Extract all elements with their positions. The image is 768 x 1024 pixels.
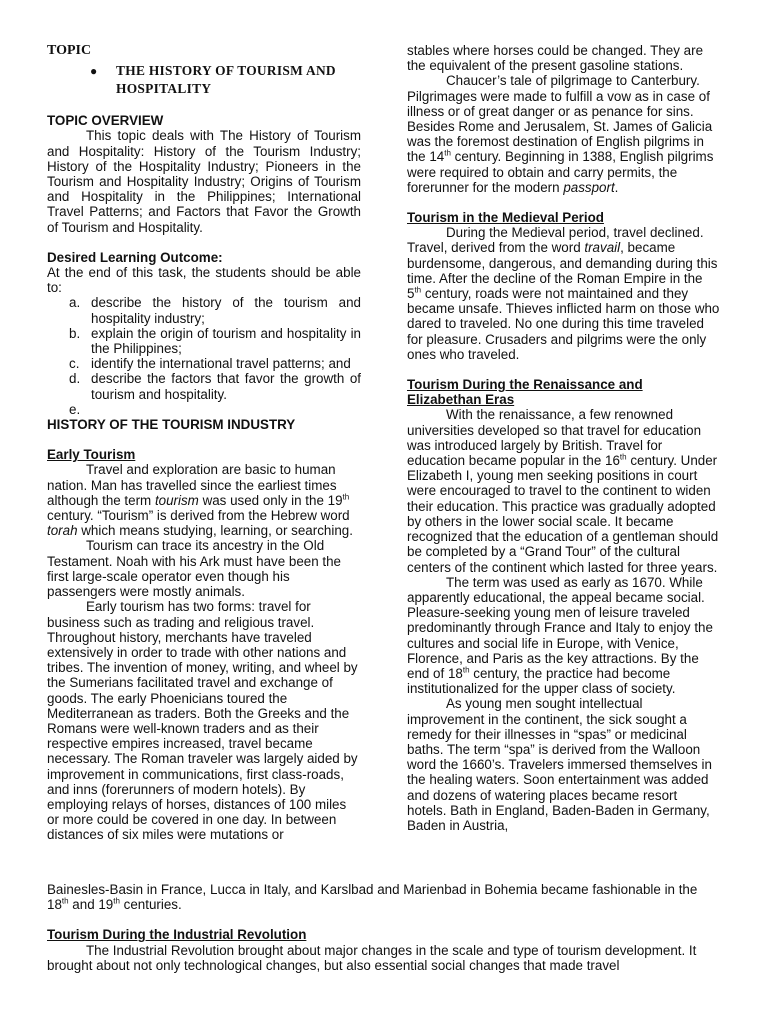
outcome-item — [47, 295, 361, 325]
topic-title-line1: THE HISTORY OF TOURISM AND — [116, 63, 336, 79]
outcome-item — [47, 402, 361, 417]
left-column — [47, 43, 361, 843]
outcome-item — [47, 326, 361, 356]
outcome-item — [47, 356, 361, 371]
medieval-paragraph: During the Medieval period, travel declined. Travel, derived from the word travail, became burdensome, dangerous, and demanding during this time. After the decline of the Roman Empire in the 5th century, roads were not maintained and they became unsafe. Thieves inflicted harm on those who dared to traveled. No one during this time traveled for pleasure. Crusaders and pilgrims were the only ones who traveled. — [407, 225, 720, 362]
right-column — [407, 43, 720, 833]
stables-paragraph: stables where horses could be changed. They are the equivalent of the present gasoline stations. — [407, 43, 704, 74]
outcome-text — [91, 402, 361, 417]
outcome-text: describe the factors that favor the growth of tourism and hospitality. — [91, 371, 361, 402]
industrial-heading: Tourism During the Industrial Revolution — [47, 927, 307, 943]
overview-heading: TOPIC OVERVIEW — [47, 113, 164, 129]
outcome-marker: e. — [69, 401, 81, 417]
outcome-marker: c. — [69, 356, 80, 372]
outcome-list — [47, 295, 361, 417]
renaissance-heading: Tourism During the Renaissance and Elizabethan Eras — [407, 377, 643, 408]
outcome-text: explain the origin of tourism and hospitality in the Philippines; — [91, 325, 361, 357]
overview-text: This topic deals with The History of Tourism and Hospitality: History of the Tourism Industry; History of the Hospitality Industry; Pioneers in the Tourism and Hospitality Industry; Origins of Tourism and Hospitality in the Philippines; International Travel Patterns; and Factors that Favor the Growth of Tourism and Hospitality. — [47, 128, 361, 235]
outcome-marker: a. — [69, 295, 81, 311]
pilgrimage-paragraph: Chaucer’s tale of pilgrimage to Canterbury. Pilgrimages were made to fulfill a vow as in case of illness or of great danger or as penance for sins. Besides Rome and Jerusalem, St. James of Galicia was the foremost destination of English pilgrims in the 14th century. Beginning in 1388, English pilgrims were required to obtain and carry permits, the forerunner for the modern passport. — [407, 73, 714, 195]
outcome-marker: b. — [69, 325, 81, 341]
topic-title-row — [47, 62, 361, 98]
topic-title-line2: HOSPITALITY — [116, 81, 212, 97]
renaissance-paragraph-2: The term was used as early as 1670. While apparently educational, the appeal became social. Pleasure-seeking young men of leisure traveled predominantly through France and Italy to enjoy the cultures and social life in Europe, with Venice, Florence, and Paris as the key attractions. By the end of 18th century, the practice had become institutionalized for the upper class of society. — [407, 574, 713, 697]
full-width-section — [47, 882, 720, 973]
medieval-heading: Tourism in the Medieval Period — [407, 210, 604, 226]
early-tourism-paragraph-2: Tourism can trace its ancestry in the Old Testament. Noah with his Ark must have been the first large-scale operator even though his passengers were mostly animals. — [47, 538, 342, 600]
topic-title — [116, 62, 336, 98]
renaissance-paragraph-1: With the renaissance, a few renowned universities developed so that travel for education was introduced largely by British. Travel for education became popular in the 16th century. Under Elizabeth I, young men seeking positions in court were encouraged to travel to the continent to widen their education. This practice was gradually adopted by others in the lower social scale. It became recognized that the education of a gentleman should be completed by a “Grand Tour” of the cultural centers of the continent which lasted for three years. — [407, 407, 719, 575]
outcome-text: identify the international travel patterns; and — [91, 356, 351, 372]
spa-continuation: Bainesles-Basin in France, Lucca in Italy, and Karslbad and Marienbad in Bohemia became fashionable in the 18th and 19th centuries. — [47, 882, 698, 913]
spa-paragraph: As young men sought intellectual improvement in the continent, the sick sought a remedy for their illnesses in “spas” or medicinal baths. The term “spa” is derived from the Walloon word the 1660’s. Travelers immersed themselves in the healing waters. Soon entertainment was added and dozens of watering places became resort hotels. Bath in England, Baden-Baden in Germany, Baden in Austria, — [407, 696, 712, 833]
industrial-paragraph: The Industrial Revolution brought about major changes in the scale and type of tourism development. It brought about not only technological changes, but also essential social changes that made travel — [47, 942, 697, 973]
early-tourism-paragraph-1: Travel and exploration are basic to human nation. Man has travelled since the earliest times although the term tourism was used only in the 19th century. “Tourism” is derived from the Hebrew word torah which means studying, learning, or searching. — [47, 462, 353, 539]
early-tourism-heading: Early Tourism — [47, 447, 136, 463]
word-travail: travail — [584, 240, 621, 256]
outcome-heading: Desired Learning Outcome: — [47, 249, 223, 265]
word-torah: torah — [47, 523, 78, 539]
topic-label: TOPIC — [47, 43, 92, 58]
early-tourism-paragraph-3: Early tourism has two forms: travel for business such as trading and religious travel. Throughout history, merchants have traveled extensively in order to trade with other nations and tribes. The invention of money, writing, and wheel by the Sumerians facilitated travel and exchange of goods. The early Phoenicians toured the Mediterranean as traders. Both the Greeks and the Romans were well-known traders and as their respective empires increased, travel became necessary. The Roman traveler was largely aided by improvement in communications, first class-roads, and inns (forerunners of modern hotels). By employing relays of horses, distances of 100 miles or more could be covered in one day. In between distances of six miles were mutations or — [47, 599, 358, 843]
bullet-icon: ● — [90, 64, 98, 79]
history-heading: HISTORY OF THE TOURISM INDUSTRY — [47, 417, 296, 433]
word-passport: passport — [563, 179, 615, 195]
term-tourism: tourism — [154, 492, 199, 508]
outcome-marker: d. — [69, 371, 81, 387]
outcome-text: describe the history of the tourism and hospitality industry; — [91, 295, 361, 326]
outcome-intro: At the end of this task, the students should be able to: — [47, 265, 361, 296]
outcome-item — [47, 371, 361, 401]
